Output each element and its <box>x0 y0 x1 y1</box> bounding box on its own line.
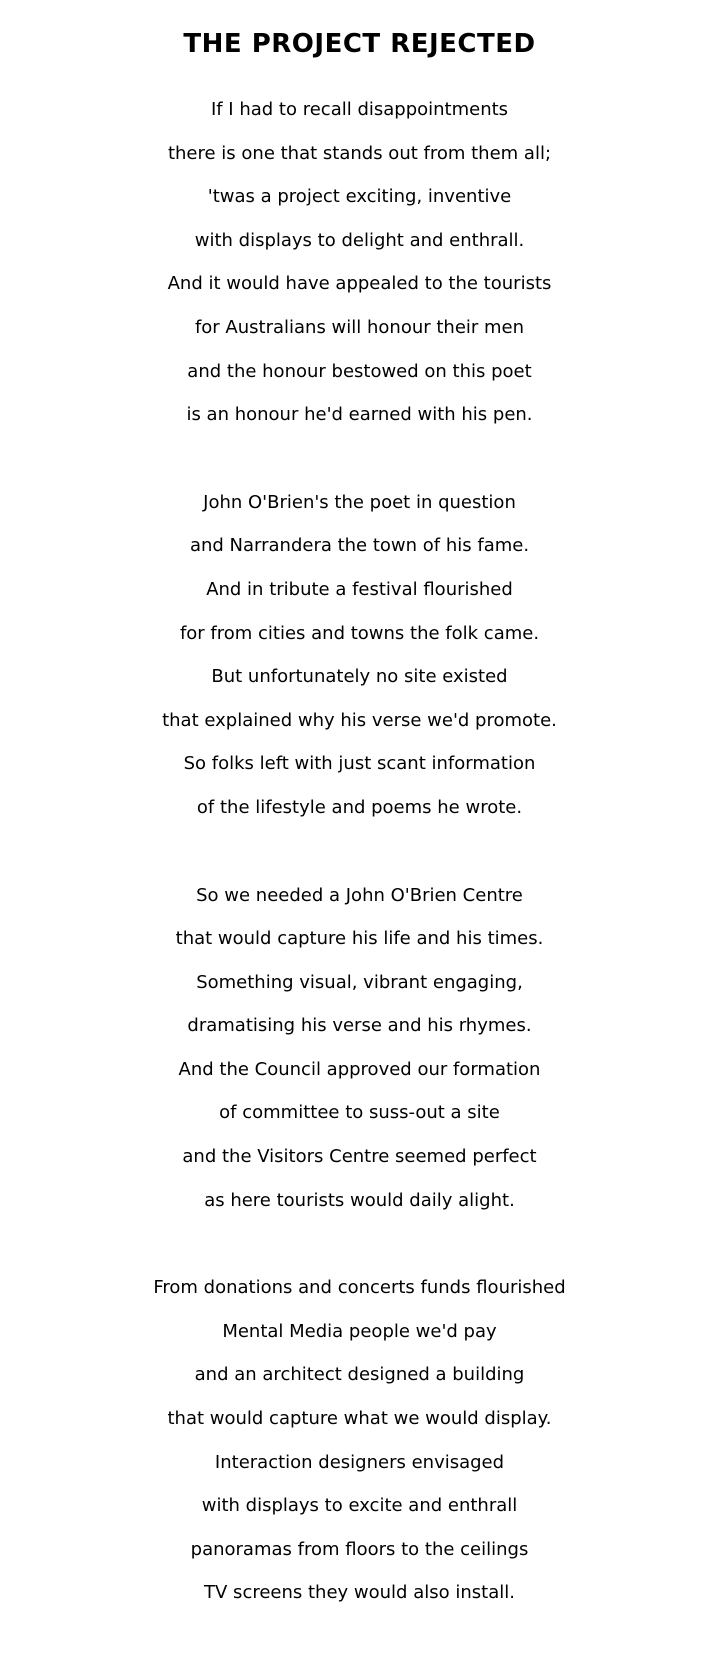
poem-line: But unfortunately no site existed <box>211 666 508 688</box>
poem-line: of the lifestyle and poems he wrote. <box>196 796 523 818</box>
stanza-3 <box>0 874 719 1223</box>
poem-line: for from cities and towns the folk came. <box>179 622 540 644</box>
poem-line: and an architect designed a building <box>194 1364 525 1386</box>
poem-line: and Narrandera the town of his fame. <box>189 535 530 557</box>
poem-line: Mental Media people we'd pay <box>222 1320 497 1342</box>
poem-line: So folks left with just scant information <box>183 753 536 775</box>
poem-line: there is one that stands out from them all; <box>167 142 552 164</box>
poem-line: And in tribute a festival flourished <box>206 578 513 600</box>
poem-line: of committee to suss-out a site <box>219 1102 500 1124</box>
poem-line: And the Council approved our formation <box>178 1058 541 1080</box>
poem-line: Interaction designers envisaged <box>214 1451 505 1473</box>
poem-line: as here tourists would daily alight. <box>204 1189 515 1211</box>
poem-line: If I had to recall disappointments <box>210 99 509 120</box>
poem-line: panoramas from floors to the ceilings <box>190 1538 529 1560</box>
stanza-2 <box>0 481 719 830</box>
poem-line: is an honour he'd earned with his pen. <box>186 404 533 426</box>
poem-line: and the Visitors Centre seemed perfect <box>182 1146 537 1168</box>
poem-line: with displays to excite and enthrall <box>201 1495 518 1517</box>
poem-line: 'twas a project exciting, inventive <box>207 186 512 208</box>
stanza-4 <box>0 1266 719 1615</box>
poem-line: From donations and concerts funds flourished <box>153 1277 566 1299</box>
poem-title: THE PROJECT REJECTED <box>183 29 536 59</box>
stanza-1 <box>0 88 719 437</box>
poem-line: TV screens they would also install. <box>204 1582 515 1604</box>
poem-line: that would capture what we would display. <box>167 1408 552 1430</box>
poem-line: John O'Brien's the poet in question <box>203 491 516 513</box>
poem-line: dramatising his verse and his rhymes. <box>187 1015 532 1037</box>
poem-line: that explained why his verse we'd promote. <box>162 709 557 731</box>
poem-line: So we needed a John O'Brien Centre <box>196 884 523 906</box>
poem-line: with displays to delight and enthrall. <box>194 229 525 251</box>
poem-line: And it would have appealed to the tourists <box>167 273 552 295</box>
poem-line: and the honour bestowed on this poet <box>187 360 532 382</box>
poem-line: for Australians will honour their men <box>194 316 525 338</box>
poem-line: Something visual, vibrant engaging, <box>196 971 523 993</box>
poem-line: that would capture his life and his times. <box>175 928 544 950</box>
